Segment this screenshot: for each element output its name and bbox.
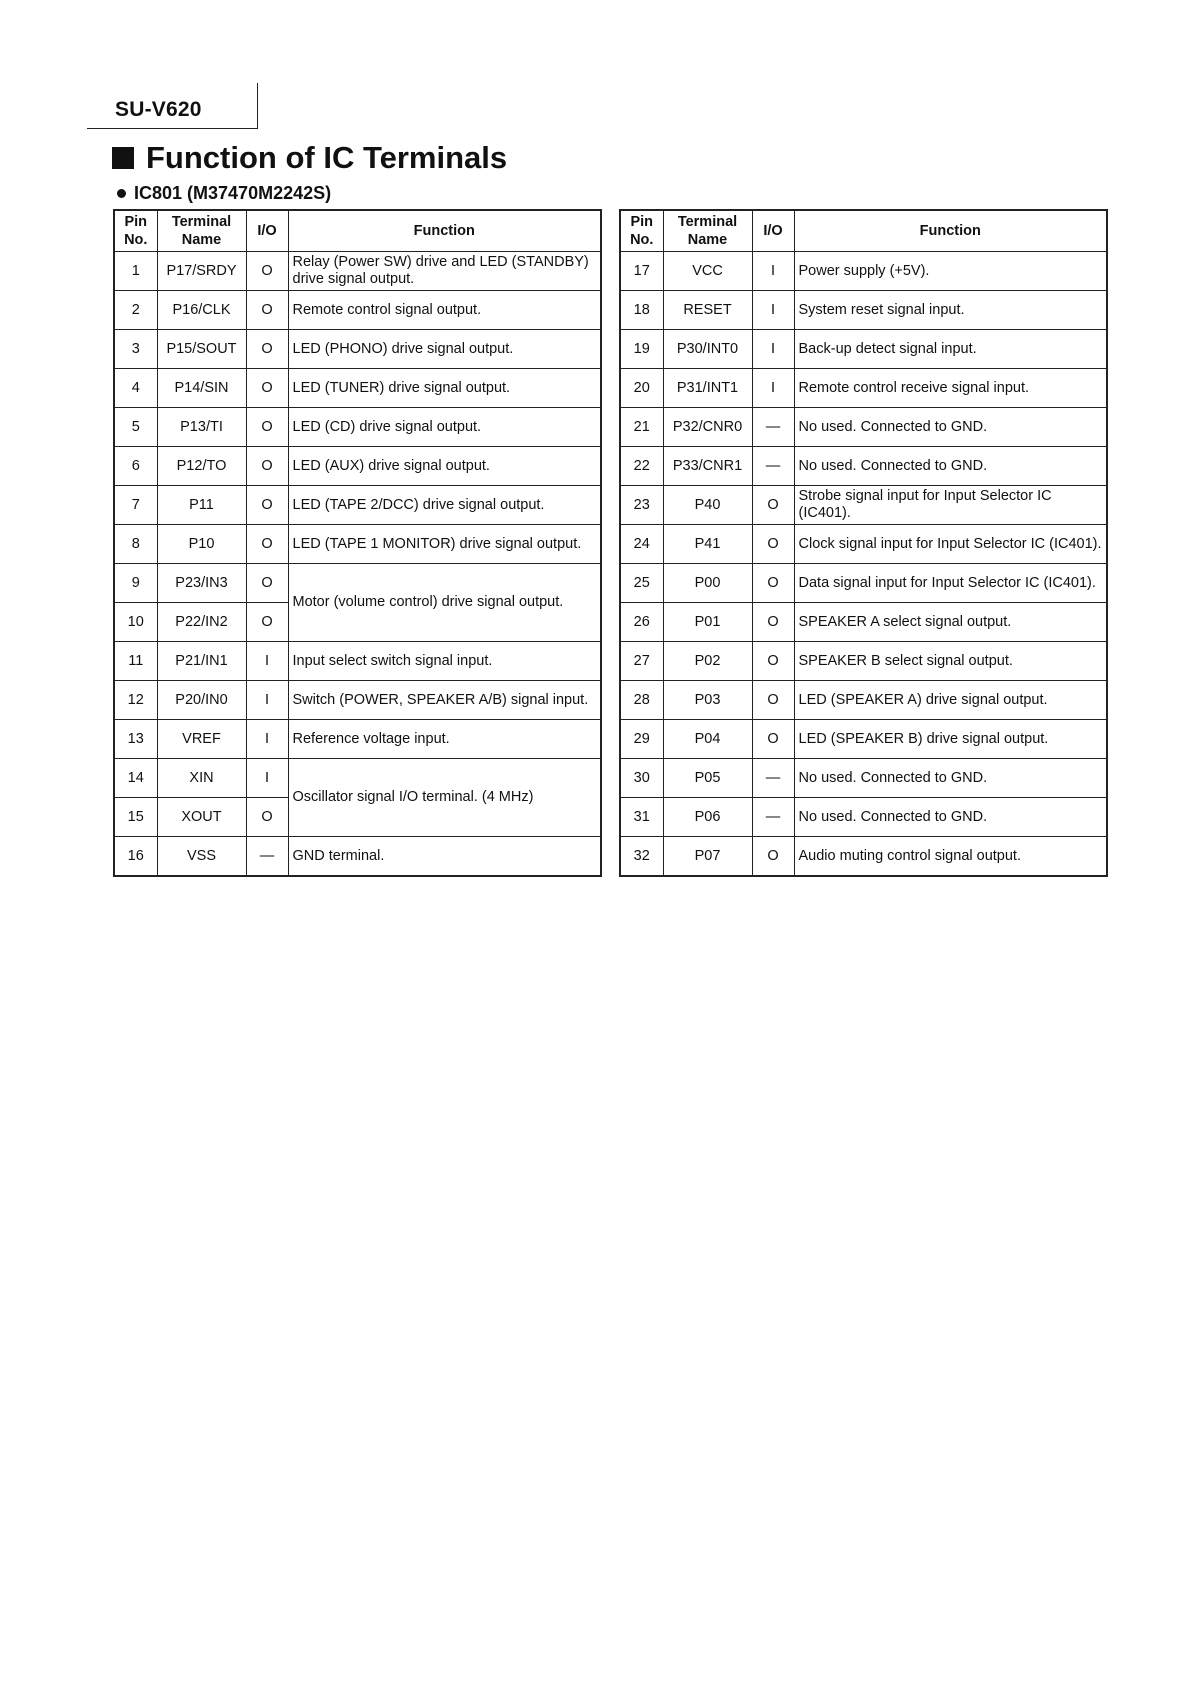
function-cell: LED (AUX) drive signal output. <box>288 447 601 486</box>
function-cell: Oscillator signal I/O terminal. (4 MHz) <box>288 759 601 837</box>
table-row <box>620 486 1107 525</box>
function-cell: LED (CD) drive signal output. <box>288 408 601 447</box>
pin-no-cell: 8 <box>114 525 157 564</box>
function-cell: Relay (Power SW) drive and LED (STANDBY) drive signal output. <box>288 252 601 291</box>
pin-no-cell: 7 <box>114 486 157 525</box>
terminal-name-cell: P14/SIN <box>157 369 246 408</box>
table-row <box>620 564 1107 603</box>
header-pin-no: Pin No. <box>620 210 663 252</box>
pin-no-cell: 2 <box>114 291 157 330</box>
io-cell: I <box>246 681 288 720</box>
function-cell: LED (PHONO) drive signal output. <box>288 330 601 369</box>
terminal-name-cell: P11 <box>157 486 246 525</box>
ic-subtitle <box>117 183 331 204</box>
io-cell: O <box>752 486 794 525</box>
terminal-name-cell: VCC <box>663 252 752 291</box>
function-cell: Audio muting control signal output. <box>794 837 1107 877</box>
terminal-name-cell: P16/CLK <box>157 291 246 330</box>
terminal-name-cell: P03 <box>663 681 752 720</box>
model-number: SU-V620 <box>115 98 202 121</box>
pin-no-cell: 14 <box>114 759 157 798</box>
function-cell: System reset signal input. <box>794 291 1107 330</box>
terminal-name-cell: P30/INT0 <box>663 330 752 369</box>
table-row <box>620 642 1107 681</box>
io-cell: — <box>246 837 288 877</box>
function-cell: No used. Connected to GND. <box>794 408 1107 447</box>
function-cell: No used. Connected to GND. <box>794 759 1107 798</box>
section-title <box>112 140 507 176</box>
function-cell: GND terminal. <box>288 837 601 877</box>
pin-no-cell: 16 <box>114 837 157 877</box>
pin-no-cell: 11 <box>114 642 157 681</box>
pin-no-cell: 6 <box>114 447 157 486</box>
pin-table-right <box>619 209 1108 877</box>
io-cell: O <box>752 681 794 720</box>
io-cell: O <box>752 564 794 603</box>
terminal-name-cell: P22/IN2 <box>157 603 246 642</box>
io-cell: I <box>752 291 794 330</box>
io-cell: O <box>246 525 288 564</box>
io-cell: — <box>752 408 794 447</box>
terminal-name-cell: P04 <box>663 720 752 759</box>
pin-no-cell: 30 <box>620 759 663 798</box>
table-row <box>114 330 601 369</box>
ic-subtitle-text: IC801 (M37470M2242S) <box>134 183 332 203</box>
io-cell: O <box>246 291 288 330</box>
table-row <box>114 720 601 759</box>
pin-no-cell: 18 <box>620 291 663 330</box>
function-cell: LED (TAPE 1 MONITOR) drive signal output. <box>288 525 601 564</box>
table-row <box>620 369 1107 408</box>
io-cell: I <box>752 369 794 408</box>
square-bullet-icon <box>112 147 134 169</box>
pin-no-cell: 9 <box>114 564 157 603</box>
table-header-row <box>620 210 1107 252</box>
function-cell: Remote control receive signal input. <box>794 369 1107 408</box>
pin-no-cell: 31 <box>620 798 663 837</box>
function-cell: LED (TUNER) drive signal output. <box>288 369 601 408</box>
pin-no-cell: 3 <box>114 330 157 369</box>
terminal-name-cell: P32/CNR0 <box>663 408 752 447</box>
pin-no-cell: 19 <box>620 330 663 369</box>
terminal-name-cell: P10 <box>157 525 246 564</box>
pin-no-cell: 4 <box>114 369 157 408</box>
terminal-name-cell: VREF <box>157 720 246 759</box>
pin-no-cell: 21 <box>620 408 663 447</box>
terminal-name-cell: P05 <box>663 759 752 798</box>
io-cell: O <box>246 408 288 447</box>
table-row <box>620 525 1107 564</box>
io-cell: I <box>246 720 288 759</box>
function-cell: Clock signal input for Input Selector IC (IC401). <box>794 525 1107 564</box>
io-cell: O <box>752 720 794 759</box>
function-cell: LED (TAPE 2/DCC) drive signal output. <box>288 486 601 525</box>
io-cell: — <box>752 447 794 486</box>
table-row <box>114 486 601 525</box>
section-title-text: Function of IC Terminals <box>146 140 508 175</box>
terminal-name-cell: RESET <box>663 291 752 330</box>
io-cell: O <box>246 486 288 525</box>
header-function: Function <box>794 210 1107 252</box>
pin-no-cell: 12 <box>114 681 157 720</box>
table-row <box>114 525 601 564</box>
pin-no-cell: 1 <box>114 252 157 291</box>
function-cell: Power supply (+5V). <box>794 252 1107 291</box>
terminal-name-cell: P41 <box>663 525 752 564</box>
function-cell: LED (SPEAKER A) drive signal output. <box>794 681 1107 720</box>
function-cell: Input select switch signal input. <box>288 642 601 681</box>
function-cell: SPEAKER B select signal output. <box>794 642 1107 681</box>
io-cell: I <box>246 642 288 681</box>
function-cell: Motor (volume control) drive signal output. <box>288 564 601 642</box>
function-cell: SPEAKER A select signal output. <box>794 603 1107 642</box>
terminal-name-cell: XIN <box>157 759 246 798</box>
header-io: I/O <box>246 210 288 252</box>
io-cell: O <box>246 252 288 291</box>
table-row <box>114 642 601 681</box>
header-function: Function <box>288 210 601 252</box>
terminal-name-cell: P12/TO <box>157 447 246 486</box>
table-row <box>114 252 601 291</box>
io-cell: O <box>246 564 288 603</box>
io-cell: O <box>752 603 794 642</box>
header-io: I/O <box>752 210 794 252</box>
io-cell: O <box>246 798 288 837</box>
io-cell: O <box>246 603 288 642</box>
terminal-name-cell: P21/IN1 <box>157 642 246 681</box>
function-cell: Switch (POWER, SPEAKER A/B) signal input. <box>288 681 601 720</box>
table-row <box>114 447 601 486</box>
table-row <box>114 759 601 798</box>
header-terminal-name: Terminal Name <box>157 210 246 252</box>
table-row <box>114 564 601 603</box>
header-pin-no: Pin No. <box>114 210 157 252</box>
table-row <box>620 837 1107 877</box>
table-row <box>114 681 601 720</box>
function-cell: LED (SPEAKER B) drive signal output. <box>794 720 1107 759</box>
function-cell: No used. Connected to GND. <box>794 447 1107 486</box>
io-cell: I <box>752 330 794 369</box>
io-cell: O <box>246 369 288 408</box>
terminal-name-cell: P06 <box>663 798 752 837</box>
terminal-name-cell: P31/INT1 <box>663 369 752 408</box>
io-cell: I <box>246 759 288 798</box>
function-cell: Back-up detect signal input. <box>794 330 1107 369</box>
pin-no-cell: 25 <box>620 564 663 603</box>
table-row <box>620 291 1107 330</box>
pin-no-cell: 5 <box>114 408 157 447</box>
table-row <box>620 252 1107 291</box>
table-row <box>620 603 1107 642</box>
function-cell: Strobe signal input for Input Selector IC (IC401). <box>794 486 1107 525</box>
function-cell: No used. Connected to GND. <box>794 798 1107 837</box>
terminal-name-cell: P20/IN0 <box>157 681 246 720</box>
table-row <box>620 447 1107 486</box>
pin-no-cell: 10 <box>114 603 157 642</box>
io-cell: I <box>752 252 794 291</box>
pin-no-cell: 17 <box>620 252 663 291</box>
terminal-name-cell: P01 <box>663 603 752 642</box>
pin-no-cell: 28 <box>620 681 663 720</box>
pin-no-cell: 23 <box>620 486 663 525</box>
pin-no-cell: 24 <box>620 525 663 564</box>
io-cell: O <box>752 642 794 681</box>
table-row <box>114 837 601 877</box>
pin-table-left <box>113 209 602 877</box>
table-row <box>114 291 601 330</box>
table-row <box>620 681 1107 720</box>
io-cell: — <box>752 798 794 837</box>
terminal-name-cell: P15/SOUT <box>157 330 246 369</box>
header-terminal-name: Terminal Name <box>663 210 752 252</box>
terminal-name-cell: XOUT <box>157 798 246 837</box>
function-cell: Data signal input for Input Selector IC (IC401). <box>794 564 1107 603</box>
table-row <box>620 798 1107 837</box>
pin-no-cell: 20 <box>620 369 663 408</box>
io-cell: O <box>246 447 288 486</box>
terminal-name-cell: P02 <box>663 642 752 681</box>
table-row <box>620 759 1107 798</box>
pin-no-cell: 26 <box>620 603 663 642</box>
function-cell: Reference voltage input. <box>288 720 601 759</box>
terminal-name-cell: P13/TI <box>157 408 246 447</box>
terminal-name-cell: P07 <box>663 837 752 877</box>
table-row <box>114 408 601 447</box>
terminal-name-cell: P23/IN3 <box>157 564 246 603</box>
terminal-name-cell: P40 <box>663 486 752 525</box>
pin-no-cell: 32 <box>620 837 663 877</box>
terminal-name-cell: P00 <box>663 564 752 603</box>
pin-no-cell: 22 <box>620 447 663 486</box>
terminal-name-cell: P33/CNR1 <box>663 447 752 486</box>
terminal-name-cell: VSS <box>157 837 246 877</box>
pin-no-cell: 15 <box>114 798 157 837</box>
pin-no-cell: 29 <box>620 720 663 759</box>
table-row <box>620 720 1107 759</box>
pin-no-cell: 27 <box>620 642 663 681</box>
io-cell: O <box>752 525 794 564</box>
table-row <box>620 408 1107 447</box>
dot-bullet-icon <box>117 189 126 198</box>
table-header-row <box>114 210 601 252</box>
pin-no-cell: 13 <box>114 720 157 759</box>
table-row <box>114 369 601 408</box>
io-cell: O <box>246 330 288 369</box>
table-row <box>620 330 1107 369</box>
io-cell: — <box>752 759 794 798</box>
terminal-name-cell: P17/SRDY <box>157 252 246 291</box>
function-cell: Remote control signal output. <box>288 291 601 330</box>
io-cell: O <box>752 837 794 877</box>
